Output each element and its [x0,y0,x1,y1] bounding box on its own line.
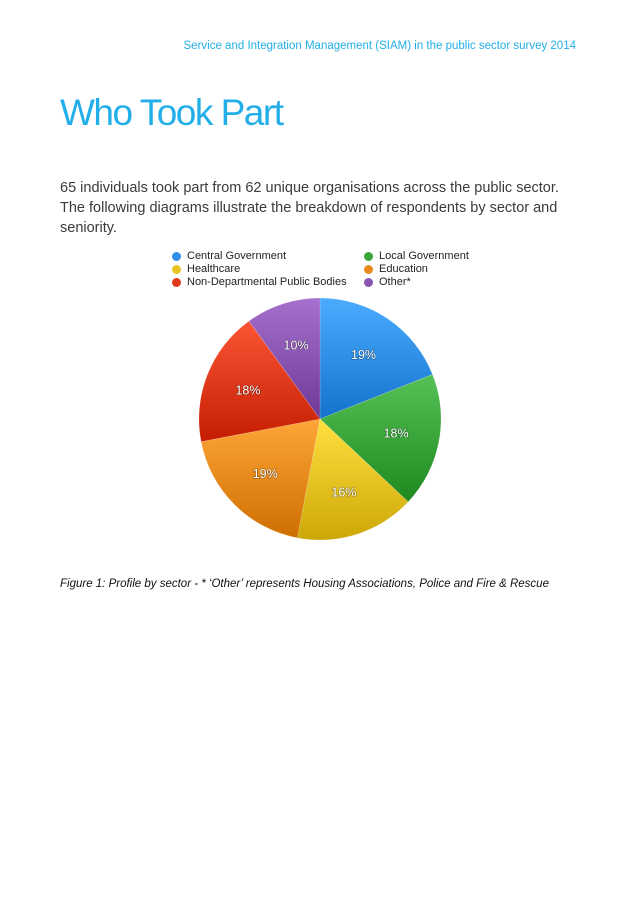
figure-caption: Figure 1: Profile by sector - * ‘Other’ represents Housing Associations, Police and Fire & Rescue [60,578,549,590]
legend-label: Non-Departmental Public Bodies [187,276,347,288]
legend-label: Local Government [379,250,469,262]
pie-slice-label: 19% [351,347,377,362]
pie-slice-label: 19% [252,466,278,481]
legend-label: Healthcare [187,263,241,275]
pie-slice-label: 10% [283,338,309,353]
page-title: Who Took Part [60,92,283,133]
pie-slice-label: 18% [235,383,261,398]
legend-label: Education [379,263,428,275]
intro-paragraph: 65 individuals took part from 62 unique organisations across the public sector. The following diagrams illustrate the breakdown of respondents by sector and seniority. [60,180,559,236]
page-header: Service and Integration Management (SIAM) in the public sector survey 2014 [183,40,576,52]
legend-label: Other* [379,276,411,288]
pie-slice-label: 18% [383,426,409,441]
legend-label: Central Government [187,250,287,262]
pie-slice-label: 16% [331,485,357,500]
